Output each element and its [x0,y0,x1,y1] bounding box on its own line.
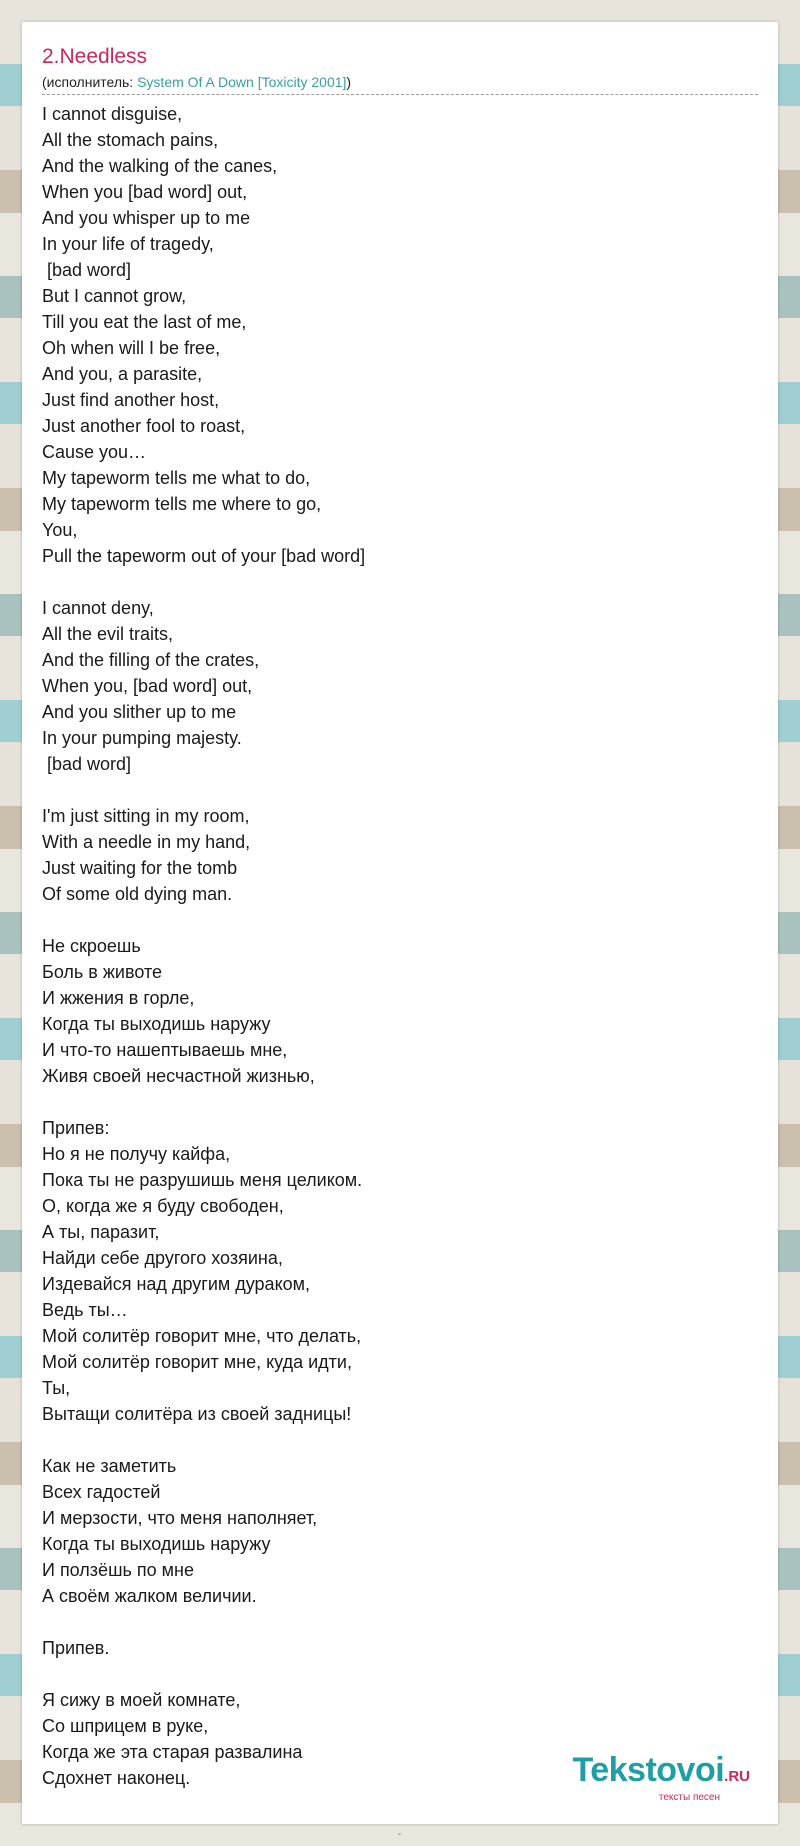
lyrics-body [42,101,758,1791]
lyric-line: Мой солитёр говорит мне, что делать, [42,1326,362,1346]
lyric-line: You, [42,520,78,540]
lyric-line: Когда ты выходишь наружу [42,1534,271,1554]
lyric-line: Cause you… [42,442,147,462]
lyric-line: And you slither up to me [42,702,237,722]
lyric-line: Just find another host, [42,390,220,410]
logo-tld: .RU [724,1768,750,1785]
lyric-line: Вытащи солитёра из своей задницы! [42,1404,352,1424]
lyric-line [42,907,758,933]
lyric-line [42,1427,758,1453]
lyric-line: Мой солитёр говорит мне, куда идти, [42,1352,352,1372]
lyric-line [42,569,758,595]
lyric-line: Just waiting for the tomb [42,858,238,878]
lyric-line: And you, a parasite, [42,364,203,384]
song-meta [42,73,758,95]
lyric-line: I cannot deny, [42,598,154,618]
lyric-line: И ползёшь по мне [42,1560,194,1580]
meta-suffix: ) [346,74,352,90]
lyric-line: Till you eat the last of me, [42,312,247,332]
lyric-line: When you, [bad word] out, [42,676,253,696]
lyric-line: Не скроешь [42,936,141,956]
lyric-line: Как не заметить [42,1456,177,1476]
site-logo[interactable] [572,1753,750,1804]
lyric-line: And the filling of the crates, [42,650,260,670]
lyric-line [42,1609,758,1635]
lyric-line: Когда ты выходишь наружу [42,1014,271,1034]
lyric-line: Припев: [42,1118,110,1138]
lyric-line: When you [bad word] out, [42,182,248,202]
lyric-line: Всех гадостей [42,1482,161,1502]
lyric-line: All the evil traits, [42,624,174,644]
logo-tagline: тексты песен [658,1792,720,1803]
lyric-line: Oh when will I be free, [42,338,221,358]
lyric-line: [bad word] [42,260,132,280]
lyric-line: Но я не получу кайфа, [42,1144,231,1164]
lyric-line: Со шприцем в руке, [42,1716,209,1736]
lyric-line: My tapeworm tells me where to go, [42,494,322,514]
lyric-line: И что-то нашептываешь мне, [42,1040,288,1060]
lyric-line [42,1661,758,1687]
lyric-line: [bad word] [42,754,132,774]
lyric-line: In your life of tragedy, [42,234,214,254]
artist-link[interactable]: System Of A Down [Toxicity 2001] [137,74,347,90]
logo-wordmark [572,1753,750,1794]
lyric-line: In your pumping majesty. [42,728,242,748]
song-title: 2.Needless [42,45,148,68]
lyric-line: И жжения в горле, [42,988,195,1008]
lyric-line: Пока ты не разрушишь меня целиком. [42,1170,363,1190]
lyric-line: Of some old dying man. [42,884,233,904]
lyric-line: Живя своей несчастной жизнью, [42,1066,315,1086]
lyric-line: А своём жалком величии. [42,1586,257,1606]
lyric-line: Найди себе другого хозяина, [42,1248,283,1268]
lyric-line: И мерзости, что меня наполняет, [42,1508,318,1528]
meta-prefix: (исполнитель: [42,74,138,90]
lyric-line: I'm just sitting in my room, [42,806,250,826]
lyrics-card [22,22,778,1824]
lyric-line: Издевайся над другим дураком, [42,1274,311,1294]
lyric-line [42,1089,758,1115]
lyric-line: But I cannot grow, [42,286,187,306]
lyric-line [42,777,758,803]
lyric-line: О, когда же я буду свободен, [42,1196,284,1216]
lyric-line: Припев. [42,1638,110,1658]
lyric-line: And the walking of the canes, [42,156,278,176]
logo-main-text: Tekstovoi [572,1751,725,1789]
lyric-line: Когда же эта старая развалина [42,1742,303,1762]
lyric-line: I cannot disguise, [42,104,183,124]
lyric-line: My tapeworm tells me what to do, [42,468,311,488]
lyric-line: With a needle in my hand, [42,832,251,852]
lyric-line: Я сижу в моей комнате, [42,1690,241,1710]
lyric-line: Сдохнет наконец. [42,1768,191,1788]
footer-mark: - [398,1829,402,1840]
lyric-line: And you whisper up to me [42,208,251,228]
lyric-line: Боль в животе [42,962,162,982]
lyric-line: Just another fool to roast, [42,416,246,436]
lyric-line: А ты, паразит, [42,1222,160,1242]
lyric-line: All the stomach pains, [42,130,219,150]
lyric-line: Ведь ты… [42,1300,128,1320]
lyric-line: Pull the tapeworm out of your [bad word] [42,546,366,566]
lyric-line: Ты, [42,1378,71,1398]
